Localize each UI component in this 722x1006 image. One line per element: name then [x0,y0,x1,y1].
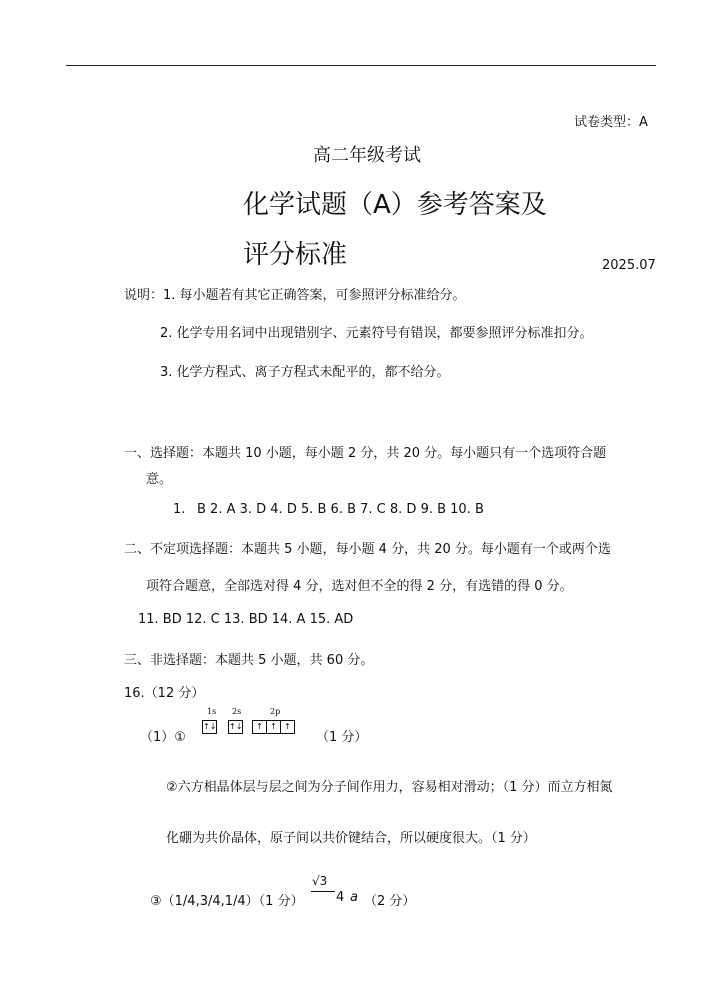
title-line-1: 化学试题（A）参考答案及 [243,190,547,220]
orbital-label-2s: 2s [232,707,242,716]
q16-part1-score: （1 分） [316,730,368,745]
q16-part2-line-1: ②六方相晶体层与层之间为分子间作用力，容易相对滑动；（1 分）而立方相氮 [166,780,613,795]
orbital-1s-arrows: ↑↓ [203,722,217,731]
section1-heading-2: 意。 [146,472,173,487]
fraction-bar [311,891,335,892]
section2-heading-2: 项符合题意，全部选对得 4 分，选对但不全的得 2 分，有选错的得 0 分。 [146,579,573,594]
section1-answers-number: 1. [173,502,186,517]
title-line-2: 评分标准 [243,240,348,270]
orbital-box-2p [252,720,295,734]
orbital-2p-arrow-2: ↑ [266,721,280,733]
note-line-2: 2. 化学专用名词中出现错别字、元素符号有错误，都要参照评分标准扣分。 [160,326,593,341]
orbital-box-1s [202,720,217,734]
orbital-diagram [200,707,310,739]
q16-part2-line-2: 化硼为共价晶体，原子间以共价键结合，所以硬度很大。（1 分） [166,831,536,846]
q16-title: 16.（12 分） [124,686,205,701]
q16-part3-denominator: 4 [336,890,345,905]
q16-part3-score: （2 分） [364,894,416,909]
exam-date: 2025.07 [602,258,656,273]
note-line-3: 3. 化学方程式、离子方程式未配平的，都不给分。 [160,365,450,380]
orbital-label-1s: 1s [207,707,217,716]
q16-part3-sqrt: √3 [312,874,328,888]
orbital-label-2p: 2p [270,707,281,716]
exam-name: 高二年级考试 [313,145,421,166]
section1-heading-1: 一、选择题：本题共 10 小题，每小题 2 分，共 20 分。每小题只有一个选项符合题 [124,446,607,461]
q16-part1-prefix: （1）① [140,730,186,745]
note-line-1: 说明：1. 每小题若有其它正确答案，可参照评分标准给分。 [124,288,466,303]
top-rule [66,65,656,66]
q16-part3-variable: a [350,890,358,905]
paper-type: 试卷类型：A [574,115,648,130]
section3-heading: 三、非选择题：本题共 5 小题，共 60 分。 [124,653,374,668]
q16-part3-coords: ③（1/4,3/4,1/4）（1 分） [150,894,304,909]
section2-answers: 11. BD 12. C 13. BD 14. A 15. AD [138,612,354,627]
orbital-2p-arrow-3: ↑ [280,721,294,733]
orbital-2s-arrows: ↑↓ [229,722,243,731]
orbital-2p-arrow-1: ↑ [256,722,263,731]
section1-answers: B 2. A 3. D 4. D 5. B 6. B 7. C 8. D 9. B 10. B [197,502,484,517]
section2-heading-1: 二、不定项选择题：本题共 5 小题，每小题 4 分，共 20 分。每小题有一个或两个选 [124,542,611,557]
orbital-box-2s [228,720,243,734]
